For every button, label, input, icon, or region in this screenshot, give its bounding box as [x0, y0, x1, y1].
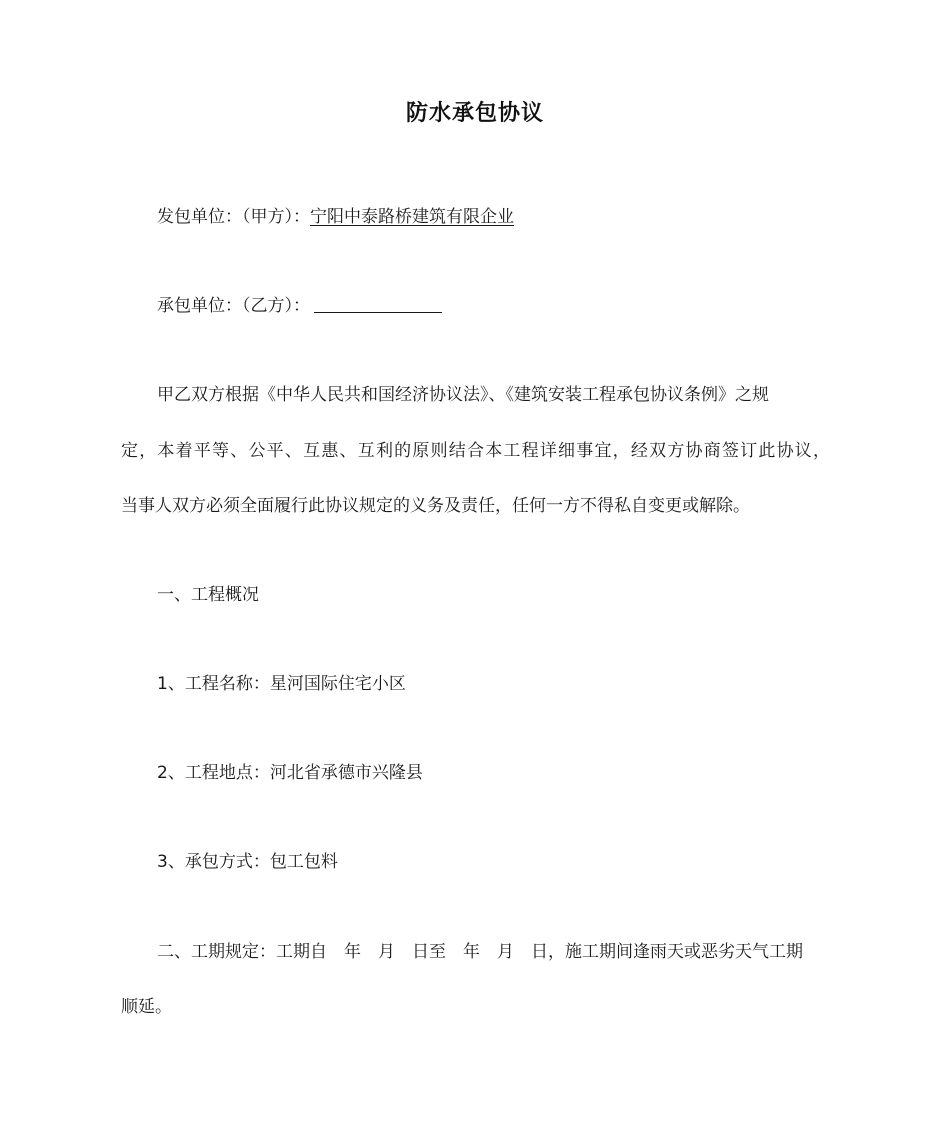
preamble-line-1: 甲乙双方根据《中华人民共和国经济协议法》、《建筑安装工程承包协议条例》之规: [157, 385, 769, 405]
contractor-label: 承包单位：（乙方）：: [157, 296, 310, 316]
preamble-line-3: 当事人双方必须全面履行此协议规定的义务及责任，任何一方不得私自变更或解除。: [121, 496, 750, 516]
document-title: 防水承包协议: [405, 101, 544, 126]
contractor-blank-field: [314, 294, 442, 313]
section2-line-2: 顺延。: [121, 997, 172, 1017]
project-location-item: 2、工程地点：河北省承德市兴隆县: [157, 763, 423, 783]
contract-method-item: 3、承包方式：包工包料: [157, 852, 338, 872]
contractor-line: [157, 294, 442, 318]
employer-label: 发包单位：（甲方）：: [157, 207, 310, 227]
section1-heading: 一、工程概况: [157, 585, 259, 605]
section2-line-1: 二、工期规定：工期自 年 月 日至 年 月 日，施工期间逢雨天或恶劣天气工期: [157, 942, 803, 962]
employer-line: [157, 205, 514, 229]
project-name-item: 1、工程名称：星河国际住宅小区: [157, 674, 406, 694]
employer-name: 宁阳中泰路桥建筑有限企业: [310, 207, 514, 227]
preamble-line-2: 定，本着平等、公平、互惠、互利的原则结合本工程详细事宜，经双方协商签订此协议，: [121, 441, 830, 461]
